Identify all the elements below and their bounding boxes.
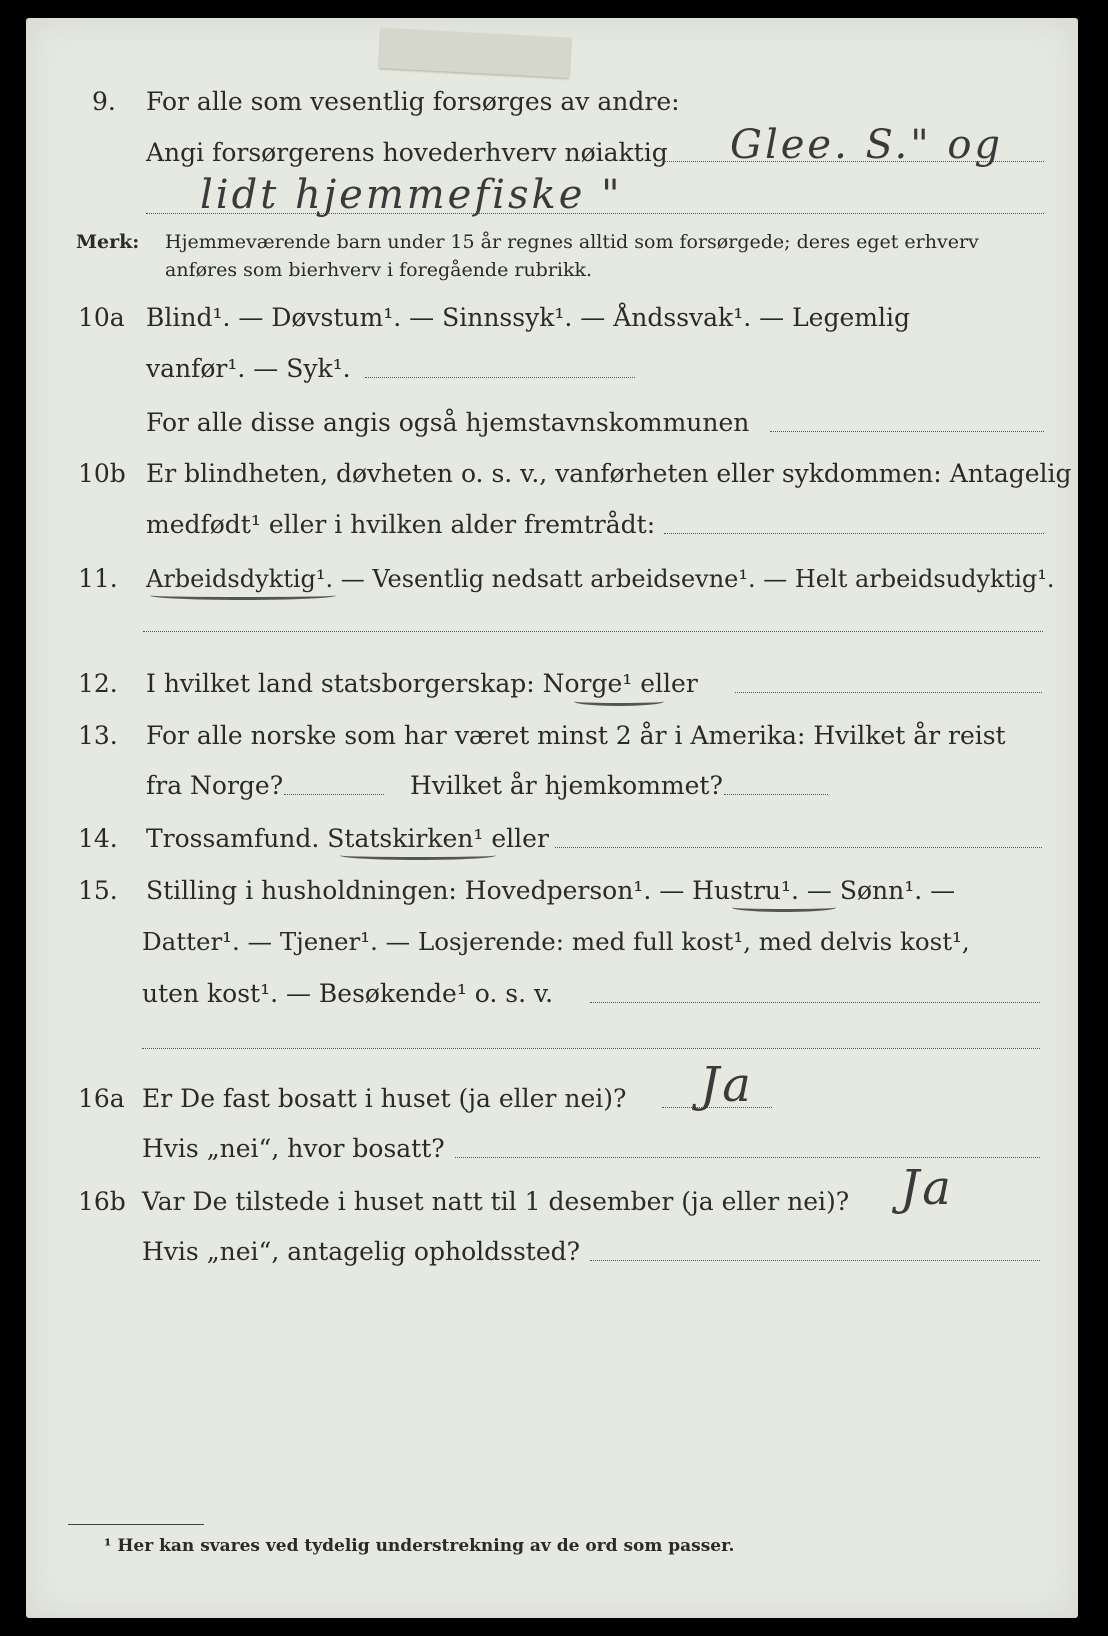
q16b-row-1	[0, 1160, 1108, 1222]
footnote-text: ¹ Her kan svares ved tydelig understrekning av de ord som passer.	[104, 1536, 735, 1556]
q13-number: 13.	[78, 721, 118, 750]
q14-number: 14.	[78, 824, 118, 853]
q16b-row-2	[0, 1232, 1108, 1272]
q10a-row-2	[0, 349, 1108, 389]
q15-number: 15.	[78, 876, 118, 905]
q10a-answer-line-1[interactable]	[365, 351, 635, 378]
q11-text-1: Arbeidsdyktig¹. — Vesentlig nedsatt arbeidsevne¹. — Helt arbeidsudyktig¹.	[146, 565, 1055, 593]
q10b-number: 10b	[78, 459, 126, 488]
q15-answer-line-2[interactable]	[142, 1022, 1040, 1049]
q10a-row-1	[0, 298, 1108, 338]
q16a-text-1: Er De fast bosatt i huset (ja eller nei)?	[142, 1084, 627, 1113]
q16a-answer-line-2[interactable]	[455, 1131, 1040, 1158]
q10a-text-2: vanfør¹. — Syk¹.	[146, 354, 351, 383]
q16a-handwritten-answer: Ja	[700, 1057, 754, 1113]
q16b-answer-line[interactable]	[590, 1234, 1040, 1261]
q10a-row-3	[0, 403, 1108, 443]
q14-row	[0, 819, 1108, 859]
q15-text-2: Datter¹. — Tjener¹. — Losjerende: med full kost¹, med delvis kost¹,	[142, 927, 970, 956]
q10a-text-1: Blind¹. — Døvstum¹. — Sinnssyk¹. — Åndssvak¹. — Legemlig	[146, 303, 910, 332]
q14-text: Trossamfund. Statskirken¹ eller	[146, 824, 549, 853]
q10b-row-2	[0, 505, 1108, 545]
q11-number: 11.	[78, 564, 118, 593]
q11-answer-line[interactable]	[143, 605, 1043, 632]
q15-row-1	[0, 871, 1108, 911]
q9-row-1	[0, 82, 1108, 122]
q12-number: 12.	[78, 669, 118, 698]
q15-row-2	[0, 922, 1108, 962]
merk-label: Merk:	[76, 231, 140, 253]
q9-handwritten-2: lidt hjemmefiske "	[200, 172, 623, 218]
q9-handwritten-1: Glee. S." og	[730, 122, 1004, 168]
q9-text-2: Angi forsørgerens hovederhverv nøiaktig	[146, 138, 668, 167]
q16b-handwritten-answer: Ja	[900, 1160, 954, 1216]
merk-text-2: anføres som bierhverv i foregående rubrikk.	[165, 259, 593, 281]
q14-underline-statskirken	[340, 851, 496, 860]
q16a-row-1	[0, 1057, 1108, 1119]
q16b-text-2: Hvis „nei“, antagelig opholdssted?	[142, 1237, 581, 1266]
q12-answer-line[interactable]	[735, 666, 1042, 693]
merk-row-2	[0, 256, 1108, 284]
q15-answer-line-1[interactable]	[590, 976, 1040, 1003]
q13-row-1	[0, 716, 1108, 756]
q12-row	[0, 664, 1108, 704]
q16b-text-1: Var De tilstede i huset natt til 1 desember (ja eller nei)?	[142, 1187, 850, 1216]
q10b-text-2: medfødt¹ eller i hvilken alder fremtrådt:	[146, 510, 656, 539]
q15-row-3	[0, 974, 1108, 1014]
q13-text-1: For alle norske som har været minst 2 år i Amerika: Hvilket år reist	[146, 721, 1006, 750]
q9-number: 9.	[92, 87, 116, 116]
q15-text-3: uten kost¹. — Besøkende¹ o. s. v.	[142, 979, 554, 1008]
q13-answer-line-reist[interactable]	[284, 768, 384, 795]
q13-text-2b: Hvilket år hjemkommet?	[410, 771, 723, 800]
q10b-answer-line[interactable]	[664, 507, 1044, 534]
q10b-text-1: Er blindheten, døvheten o. s. v., vanførheten eller sykdommen: Antagelig	[146, 459, 1072, 488]
q9-row-3	[0, 172, 1108, 225]
merk-row-1	[0, 228, 1108, 256]
q16b-number: 16b	[78, 1187, 126, 1216]
q15-underline-hustru	[732, 903, 836, 912]
q10a-answer-line-2[interactable]	[770, 405, 1044, 432]
q14-answer-line[interactable]	[555, 821, 1042, 848]
q12-underline-norge	[574, 697, 664, 706]
q12-text: I hvilket land statsborgerskap: Norge¹ eller	[146, 669, 698, 698]
q13-text-2a: fra Norge?	[146, 771, 284, 800]
footnote-row	[0, 1532, 1108, 1560]
q13-row-2	[0, 766, 1108, 806]
q10a-number: 10a	[78, 303, 125, 332]
q9-text-1: For alle som vesentlig forsørges av andre:	[146, 87, 680, 116]
q15-row-4	[0, 1020, 1108, 1060]
footnote-rule	[68, 1524, 204, 1525]
q11-underline-arbeidsdyktig	[150, 591, 336, 600]
q13-answer-line-hjemkommet[interactable]	[724, 768, 828, 795]
q10a-text-3: For alle disse angis også hjemstavnskommunen	[146, 408, 750, 437]
q15-text-1: Stilling i husholdningen: Hovedperson¹. — Hustru¹. — Sønn¹. —	[146, 876, 956, 905]
q10b-row-1	[0, 454, 1108, 494]
merk-text-1: Hjemmeværende barn under 15 år regnes alltid som forsørgede; deres eget erhverv	[165, 231, 979, 253]
q16a-number: 16a	[78, 1084, 125, 1113]
q11-row-2	[0, 603, 1108, 643]
q9-row-2	[0, 122, 1108, 173]
q16a-text-2: Hvis „nei“, hvor bosatt?	[142, 1134, 445, 1163]
